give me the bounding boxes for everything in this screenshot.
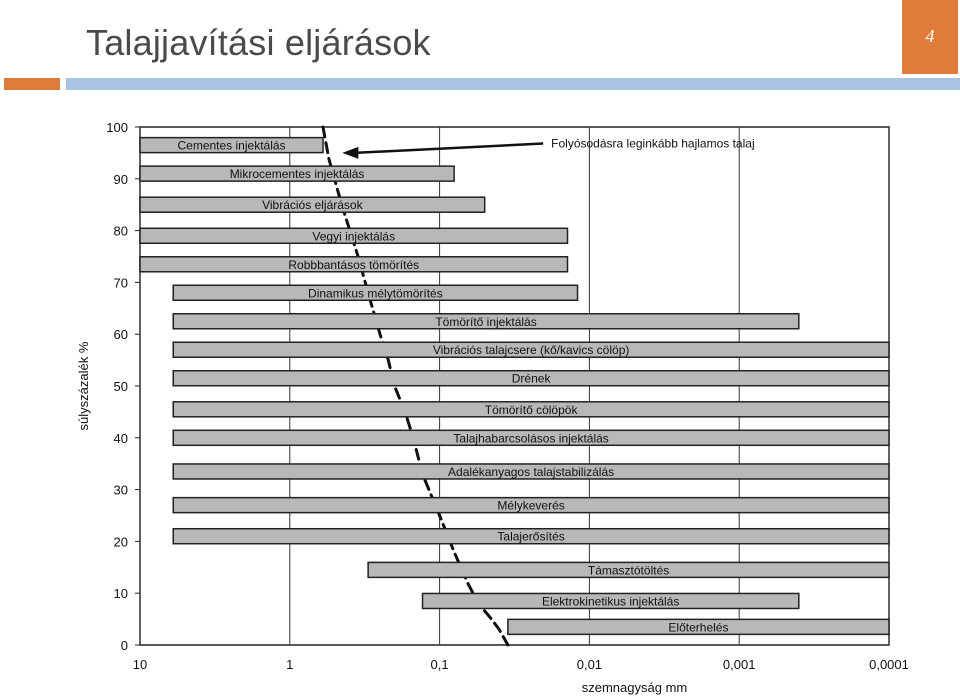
grain-size-chart (78, 100, 920, 696)
y-tick-label: 100 (106, 120, 128, 135)
y-tick-label: 0 (120, 638, 128, 653)
y-tick-label: 90 (113, 171, 128, 187)
page-number: 4 (925, 26, 935, 46)
y-tick-label: 40 (113, 430, 128, 446)
method-bar-label: Elektrokinetikus injektálás (541, 594, 680, 609)
method-bar (140, 138, 323, 153)
method-bar-label: Dinamikus mélytömörítés (308, 286, 443, 301)
y-tick-label: 60 (113, 327, 128, 343)
x-tick-label: 1 (286, 657, 294, 672)
title-accent-orange (4, 78, 60, 90)
method-bar-label: Előterhelés (668, 620, 729, 635)
method-bar-label: Adalékanyagos talajstabilizálás (448, 464, 615, 479)
method-bar (423, 593, 799, 608)
page-number-badge (902, 0, 958, 74)
method-bar (173, 402, 889, 417)
method-bar (140, 228, 568, 243)
method-bar (173, 285, 577, 300)
method-bar (173, 430, 889, 445)
method-bar-label: Tömörítő injektálás (435, 314, 537, 329)
method-bar-label: Vibrációs eljárások (262, 198, 363, 213)
method-bar (173, 529, 889, 544)
x-tick-label: 0,0001 (869, 657, 909, 672)
method-bar-label: Mélykeverés (497, 498, 565, 513)
y-tick-label: 50 (113, 379, 128, 394)
chart-area (78, 100, 920, 696)
title-accent-blue (66, 78, 960, 90)
y-tick-label: 20 (113, 534, 128, 550)
y-tick-label: 70 (113, 275, 128, 291)
method-bar-label: Robbbantásos tömörítés (288, 257, 420, 272)
y-tick-label: 80 (113, 223, 128, 239)
y-axis-title: súlyszázalék % (76, 341, 91, 431)
method-bar (173, 342, 889, 357)
method-bar-label: Cementes injektálás (177, 138, 286, 153)
method-bar (140, 197, 485, 212)
method-bar (368, 562, 889, 577)
y-tick-label: 10 (113, 586, 128, 602)
method-bar (140, 166, 454, 181)
x-tick-label: 0,001 (722, 657, 756, 672)
method-bar (173, 498, 889, 513)
method-bar-label: Drének (511, 371, 551, 386)
method-bar (140, 257, 568, 272)
x-tick-label: 10 (132, 657, 148, 672)
method-bar-label: Támasztótöltés (587, 563, 670, 578)
method-bar-label: Talajerősítés (497, 529, 565, 544)
annotation-text: Folyósodásra leginkább hajlamos talaj (551, 136, 755, 151)
method-bar (508, 619, 889, 634)
method-bar (173, 314, 799, 329)
method-bar (173, 464, 889, 479)
method-bar-label: Mikrocementes injektálás (229, 167, 365, 182)
slide-title: Talajjavítási eljárások (86, 22, 431, 63)
method-bar (173, 371, 889, 386)
method-bar-label: Talajhabarcsolásos injektálás (453, 431, 609, 446)
x-axis-title: szemnagyság mm (581, 680, 688, 695)
y-tick-label: 30 (113, 482, 128, 498)
method-bar-label: Tömörítő cölöpök (484, 402, 578, 417)
x-tick-label: 0,01 (576, 657, 603, 672)
x-tick-label: 0,1 (430, 657, 449, 672)
method-bar-label: Vibrációs talajcsere (kő/kavics cölöp) (432, 343, 630, 358)
method-bar-label: Vegyi injektálás (312, 229, 396, 244)
